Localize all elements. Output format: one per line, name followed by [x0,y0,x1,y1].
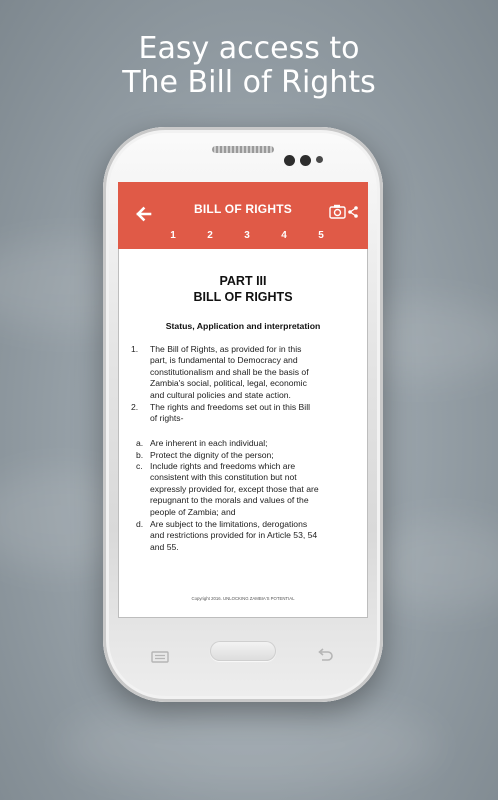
light-sensor [300,155,311,166]
app-screen [118,182,368,618]
subclause-line: expressly provided for, except those that are [150,483,319,494]
headline-line-2: The Bill of Rights [122,65,376,100]
menu-key[interactable] [151,650,169,662]
tab-1[interactable]: 1 [170,230,176,241]
back-arrow-icon [315,648,335,664]
subclause-letter: d. [136,519,144,529]
subclause-line: and restrictions provided for in Article 53, 54 [150,530,318,541]
subclause-letter: c. [136,461,143,471]
subclause-letter: a. [136,438,144,448]
promo-headline [0,32,498,100]
headline-line-1: Easy access to [138,31,360,66]
clause-line: The Bill of Rights, as provided for in this [150,344,302,354]
clause-number: 2. [131,402,139,412]
subclause-text [150,438,355,449]
subclause-letter: b. [136,449,144,460]
subclause-line: consistent with this constitution but not [150,472,297,483]
clause-line: part, is fundamental to Democracy and [150,355,298,366]
tab-4[interactable]: 4 [281,230,287,241]
back-key[interactable] [315,648,335,664]
subclause-line: Protect the dignity of the person; [150,449,274,460]
subclause-text [150,450,355,461]
cloud [60,700,440,790]
menu-icon [151,651,169,663]
subclause-line: Include rights and freedoms which are [150,461,296,471]
tab-2[interactable]: 2 [207,230,213,241]
document-page[interactable] [118,249,368,618]
earpiece-speaker [212,146,274,153]
screenshot-share-button[interactable] [328,202,360,222]
clause-line: of rights- [150,413,184,424]
subclause-line: and 55. [150,541,179,552]
subclause-line: Are subject to the limitations, derogations [150,519,308,529]
phone-frame [103,127,383,702]
tab-3[interactable]: 3 [244,230,250,241]
subclause-text [150,519,355,553]
clause-line: The rights and freedoms set out in this Bill [150,402,311,412]
subclause-line: people of Zambia; and [150,506,236,517]
clause-number: 1. [131,344,139,354]
clause-text [150,402,355,425]
clause-text [150,344,355,401]
proximity-sensor [284,155,295,166]
page-tabs [163,230,333,246]
subclause-text [150,461,355,518]
part-title: PART III [219,274,267,288]
tab-5[interactable]: 5 [318,230,324,241]
app-bar [118,182,368,249]
camera-share-icon [328,202,360,222]
clause-line: and cultural policies and state action. [150,389,291,400]
app-title: BILL OF RIGHTS [194,202,292,216]
front-camera [316,156,323,163]
copyright-footer: Copyright 2016. UNLOCKING ZAMBIA'S POTENTIAL [191,596,295,601]
clause-line: constitutionalism and shall be the basis of [150,366,309,377]
home-button[interactable] [210,641,276,661]
section-subheading: Status, Application and interpretation [165,321,321,331]
clause-line: Zambia's social, political, legal, economic [150,378,307,389]
subclause-line: repugnant to the morals and values of the [150,495,309,506]
document-heading: BILL OF RIGHTS [193,290,293,304]
subclause-line: Are inherent in each individual; [150,438,268,448]
